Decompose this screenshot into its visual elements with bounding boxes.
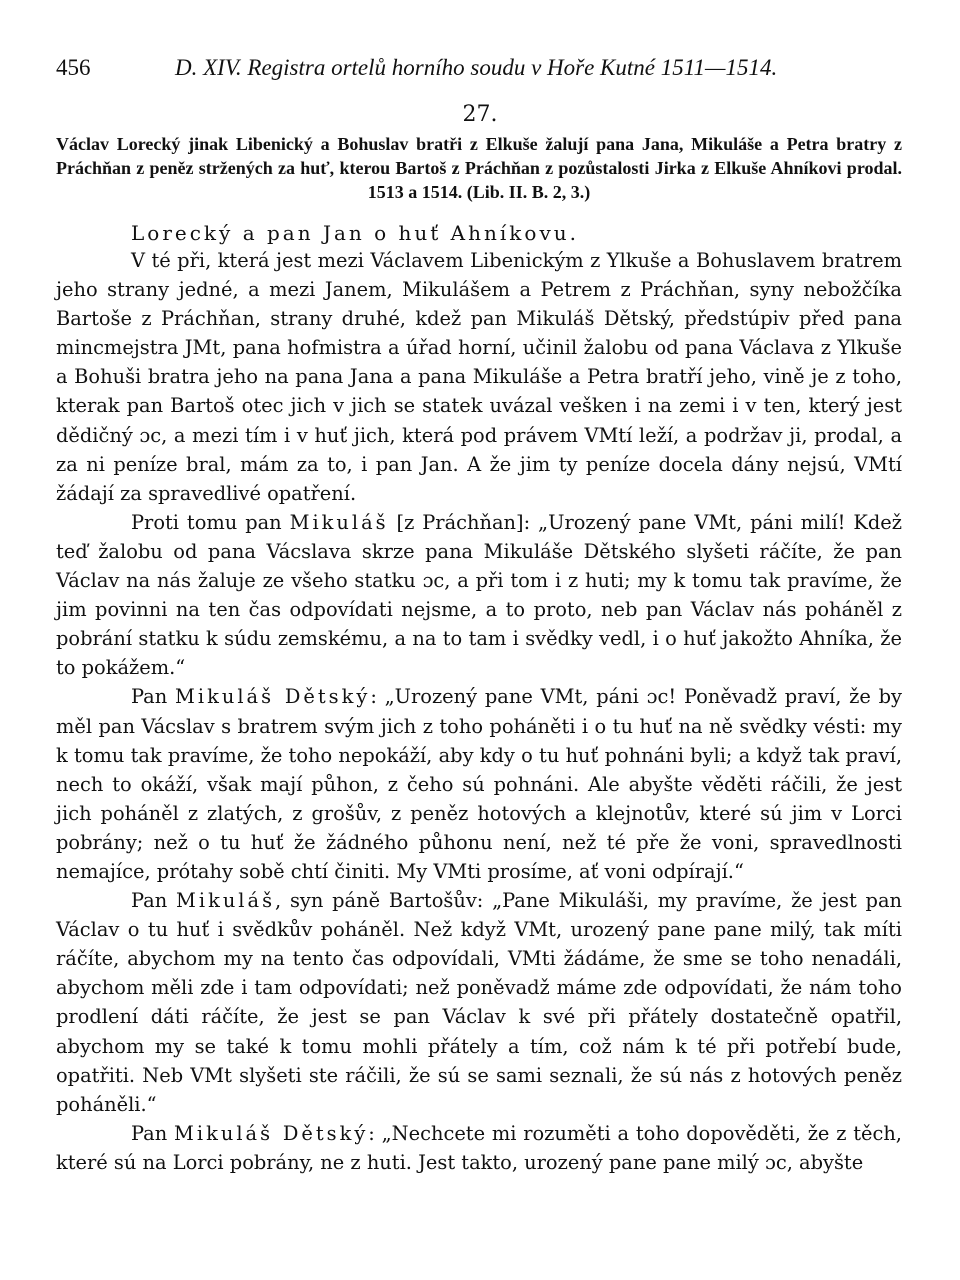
speaker-name: Mikuláš [176,889,276,913]
speaker-name: Mikuláš Dětský [175,685,371,709]
paragraph-text: : „Urozený pane VMt, páni ɔc! Poněvadž praví, že by měl pan Vácslav s bratrem svým jich z toho poháněti i o tu huť na ně svědky vésti: my k tomu tak pravíme, že toho nepokáží, aby kdy o tu huť pohnáni byli; a když tak praví, nech to okáží, však mají půhon, z čeho sú pohnáni. Ale abyšte věděti ráčili, že jest jich poháněl z zlatých, z grošův, z peněz hotových a klejnotův, které sú jim v Lorci pobrány; než o tu huť že žádného půhonu není, než té pře že voni, spravedlnosti nemajíce, prótahy sobě chtí činiti. My VMti prosíme, ať voni odpírají.“ [56,685,902,883]
paragraph-text: : „Nechcete mi rozuměti a toho dopověděti, že z těch, které sú na Lorci pobrány, ne z huti. Jest takto, urozený pane pane milý ɔc, abyšte [56,1121,902,1174]
paragraph-lead: Pan [131,889,168,913]
paragraph-text: V té při, která jest mezi Václavem Libenickým z Ylkuše a Bohuslavem bratrem jeho strany jedné, a mezi Janem, Mikulášem a Petrem z Práchňan, syny nebožčíka Bartoše z Práchňan, strany druhé, kdež pan Mikuláš Dětský, předstúpiv před pana mincmejstra JMt, pana hofmistra a úřad horní, učinil žalobu od pana Václava z Ylkuše a Bohuši bratra jeho na pana Jana a pana Mikuláše a Petra bratří jeho, vině je z toho, kterak pan Bartoš otec jich v jich se statek uvázal vešken i na zemi i v ten, který jest dědičný ɔc, a mezi tím i v huť jich, která pod právem VMtí leží, a podržav ji, prodal, a za ni peníze bral, mám za to, i pan Jan. A že jim ty peníze docela dány nejsú, VMtí žádají za spravedlivé opatření. [56,249,902,505]
running-title: D. XIV. Registra ortelů horního soudu v Hoře Kutné 1511—1514. [175,55,778,80]
paragraph-4 [56,886,902,1119]
paragraph-text: [z Práchňan]: „Urozený pane VMt, páni milí! Kdež teď žalobu od pana Vácslava skrze pana Mikuláše Dětského slyšeti ráčíte, že pan Václav na nás žaluje ze všeho statku ɔc, a při tom i z huti; my k tomu tak pravíme, že jim povinni na ten čas odpovídati nejsme, a to proto, neb pan Václav nás poháněl z pobrání statku k súdu zemskému, a na to tam i svědky vedl, i o huť jakožto Ahníka, že to pokážem.“ [56,510,902,680]
speaker-name: Mikuláš [289,510,389,534]
paragraph-text: , syn páně Bartošův: „Pane Mikuláši, my pravíme, že jest pan Václav o tu huť i svědkův poháněl. Než když VMt, urozený pane pane milý, tak míti ráčíte, abychom my na tento čas odpovídali, VMti žádáme, že sme se toho nenadáli, abychom měli zde i tam odpovídati; než poněvadž máme zde odpovídati, že nám toho prodlení dáti ráčíte, že jest se pan Václav k své při přátely dostatečně opatřil, abychom my se také k tomu mohli přátely a tím, což nám k té při potřebí bude, opatřiti. Neb VMt slyšeti ste ráčili, že sú se sami seznali, že sú nás z hotových peněz poháněli.“ [56,889,902,1116]
paragraph-lead: Pan [131,1121,168,1145]
paragraph-5 [56,1119,902,1177]
document-subheading: Lorecký a pan Jan o huť Ahníkovu. [131,221,579,245]
speaker-name: Mikuláš Dětský [174,1121,369,1145]
paragraph-1 [56,246,902,508]
paragraph-lead: Pan [131,685,168,709]
paragraph-2 [56,508,902,683]
paragraph-lead: Proti tomu pan [131,510,282,534]
document-body [56,246,902,1177]
page-header [0,52,960,84]
page-number: 456 [56,55,91,80]
paragraph-3 [56,682,902,886]
document-summary: Václav Lorecký jinak Libenický a Bohuslav bratři z Elkuše žalují pana Jana, Mikuláše a Petra bratry z Práchňan z peněz stržených za huť, kterou Bartoš z Práchňan z pozůstalosti Jirka z Elkuše Ahníkovi prodal. 1513 a 1514. (Lib. II. B. 2, 3.) [56,134,902,202]
document-number: 27. [462,102,498,127]
